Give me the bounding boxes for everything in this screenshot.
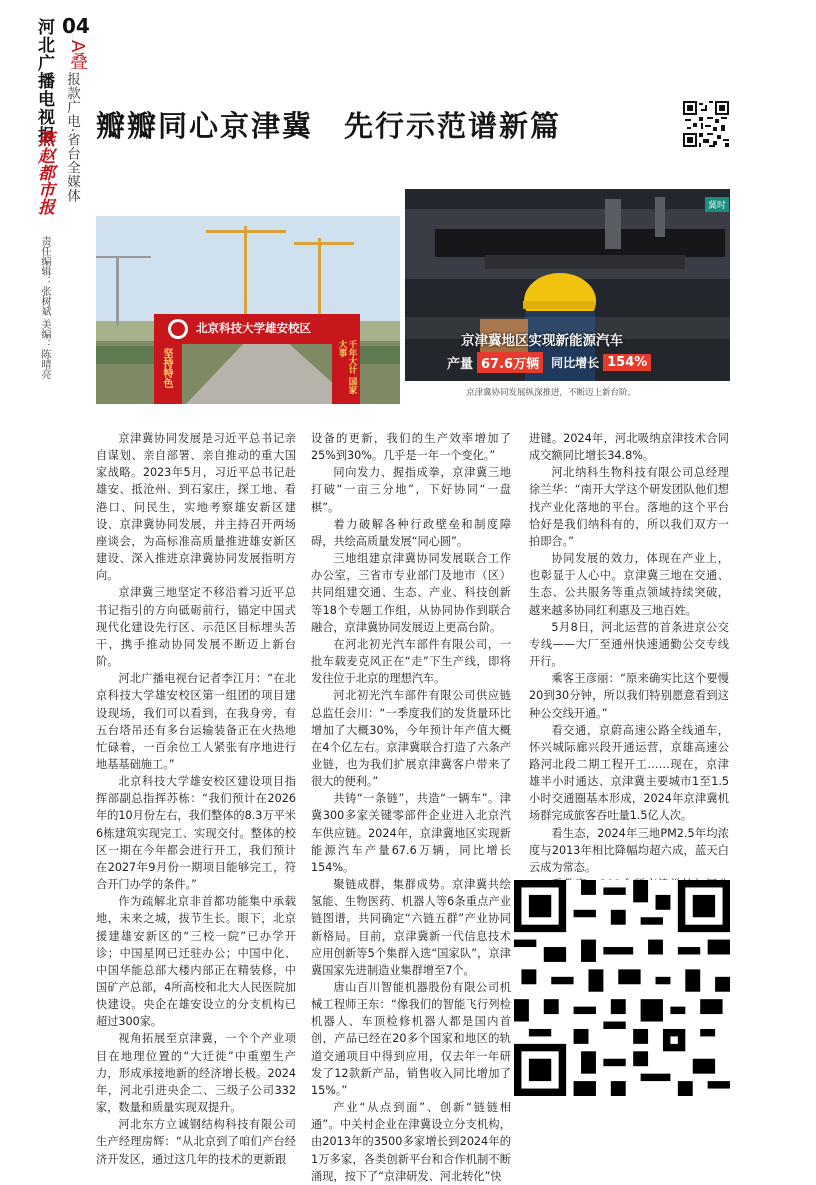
paragraph: 看交通，京蔚高速公路全线通车，怀兴城际廊兴段开通运营，京雄高速公路河北段二期工程开工……现在，京津雄半小时通达、京津冀主要城市1至1.5小时交通圈基本形成，2024年京津冀机场群完成旅客吞吐量1.5亿人次。 [529, 723, 729, 823]
page-number: 04 [62, 14, 90, 38]
section-subtitle: 报款广电·省台全媒体 [64, 72, 80, 203]
article-column-1 [96, 430, 296, 1168]
headline: 瓣瓣同心京津冀 先行示范谱新篇 [96, 109, 562, 143]
stat-value: 67.6万辆 [477, 352, 543, 373]
paragraph: 京津冀协同发展是习近平总书记亲自谋划、亲自部署、亲自推动的重大国家战略。2023年5月，习近平总书记赴雄安、抵沧州、到石家庄，探工地、看港口、问民生，实地考察雄安新区建设、京津冀协同发展，并主持召开两场座谈会，为高标准高质量推进雄安新区建设、深入推进京津冀协同发展指明方向。 [96, 432, 296, 583]
paper-logo: 燕赵都市报 [34, 130, 54, 215]
article-column-3 [529, 430, 729, 874]
gate-banner-left: 坚持特色 [161, 348, 172, 388]
stat-row [447, 351, 651, 373]
paragraph: 协同发展的效力，体现在产业上，也彰显于人心中。京津冀三地在交通、生态、公共服务等重点领域持续突破，越来越多协同红利惠及三地百姓。 [529, 552, 729, 617]
stat-label: 产量 [447, 356, 474, 372]
paragraph: 唐山百川智能机器股份有限公司机械工程师王东：“像我们的智能飞行列检机器人、车顶检修机器人都是国内首创，产品已经在20多个国家和地区的轨道交通项目中得到应用，仅去年一年研发了12款新产品，销售收入同比增加了15%。” [311, 981, 511, 1097]
paragraph: 河北广播电视台记者李江月：“在北京科技大学雄安校区第一组团的项目建设现场，我们可以看到，在我身旁，有五台塔吊还有多台运输装备正在火热地忙碌着，一百余位工人紧张有序地进行地基基础施工。” [96, 672, 296, 771]
photo-caption: 京津冀协同发展纵深推进，不断迈上新台阶。 [466, 388, 637, 398]
paragraph: 产业“从点到面”、创新“链链相通”。中关村企业在津冀设立分支机构，由2013年的3500多家增长到2024年的1万多家，各类创新平台和合作机制不断涌现，按下了“京津研发、河北转化”快 [311, 1101, 511, 1183]
factory-photo [405, 189, 730, 381]
paragraph: 设备的更新，我们的生产效率增加了25%到30%。几乎是一年一个变化。” [311, 432, 511, 463]
side-rail [0, 0, 62, 1116]
paragraph: 河北东方立诚钢结构科技有限公司生产经理房辉：“从北京到了咱们产台经济开发区，通过这几年的技术的更新跟 [96, 1118, 296, 1166]
paragraph: 聚链成群，集群成势。京津冀共绘氢能、生物医药、机器人等6条重点产业链图谱，共同确定“六链五群”产业协同新格局。目前，京津冀新一代信息技术应用创新等5个集群入选“国家队”，京津冀国家先进制造业集群增至7个。 [311, 878, 511, 977]
article-column-2 [311, 430, 511, 1185]
qr-code-small [683, 101, 729, 147]
paragraph: 共铸“一条链”，共造“一辆车”。津冀300多家关键零部件企业进入北京汽车供应链。2024年，京津冀地区实现新能源汽车产量67.6万辆，同比增长154%。 [311, 792, 511, 874]
tv-logo: 冀时 [705, 197, 729, 212]
paragraph: 在河北初光汽车部件有限公司，一批车载麦克风正在“走”下生产线，即将发往位于北京的理想汽车。 [311, 637, 511, 686]
paragraph: 着力破解各种行政壁垒和制度障碍，共绘高质量发展“同心圆”。 [311, 517, 511, 548]
paragraph: 看生态，2024年三地PM2.5年均浓度与2013年相比降幅均超六成，蓝天白云成为常态。 [529, 826, 729, 874]
subtitle-top: 京津冀地区实现新能源汽车 [461, 333, 623, 349]
growth-label: 同比增长 [551, 355, 600, 370]
paper-name: 河北广播电视报 [34, 18, 54, 144]
growth-value: 154% [603, 354, 651, 371]
gate-sign: 北京科技大学雄安校区 [196, 321, 311, 335]
paragraph: 北京科技大学雄安校区建设项目指挥部副总指挥苏栋：“我们预计在2026年的10月份左右，我们整体的8.3万平米6栋建筑实现完工、实现交付。整体的校区一期在今年都会进行开工，我们预计在2027年9月份一期项目能够完工，符合开门办学的条件。” [96, 775, 296, 892]
paragraph: 作为疏解北京非首都功能集中承载地，未来之城，拔节生长。眼下，北京援建雄安新区的“三校一院”已办学开诊；中国星网已迁驻办公；中国中化、中国华能总部大楼内部正在精装修，中国矿产总部，4所高校和北大人民医院加快建设。央企在雄安设立的分支机构已超过300家。 [96, 895, 296, 1029]
paragraph: 乘客王彦丽：“原来确实比这个要慢20到30分钟，所以我们特别愿意看到这种公交线开通。” [529, 672, 729, 720]
editor-credit: 责任编辑：张树斌 美编：陈晴亮 [39, 236, 50, 380]
paragraph: 河北初光汽车部件有限公司供应链总监任会川：“一季度我们的发货量环比增加了大概30%，今年预计年产值大概在4个亿左右。京津冀联合打造了六条产业链，也为我们扩展京津冀客户带来了很大的便利。” [311, 689, 511, 789]
paragraph: 同向发力、握指成拳，京津冀三地打破“一亩三分地”，下好协同“一盘棋”。 [311, 466, 511, 514]
gate-banner-right: 千年大计 国家大事 [337, 340, 357, 394]
paragraph: 京津冀三地坚定不移沿着习近平总书记指引的方向砥砺前行，锚定中国式现代化建设先行区、示范区目标埋头苦干，携手推动协同发展不断迈上新台阶。 [96, 586, 296, 669]
paragraph: 河北纳科生物科技有限公司总经理徐兰华：“南开大学这个研发团队他们想找产业化落地的平台。落地的这个平台恰好是我们纳科有的，所以我们双方一拍即合。” [529, 466, 729, 548]
paragraph: 三地组建京津冀协同发展联合工作办公室，三省市专业部门及地市（区）共同组建交通、生态、产业、科技创新等18个专题工作组，从协同协作到联合融合，京津冀协同发展迈上更高台阶。 [311, 552, 511, 634]
paragraph: 5月8日，河北运营的首条进京公交专线——大厂至通州快速通勤公交专线开行。 [529, 620, 729, 669]
qr-code-large [514, 880, 730, 1096]
edition-label: A叠 [67, 40, 88, 71]
paragraph: 视角拓展至京津冀，一个个产业项目在地理位置的“大迁徙”中重塑生产力，形成承接地新的经济增长极。2024年，河北引进央企二、三级子公司332家，数量和质量实现双提升。 [96, 1032, 296, 1115]
campus-photo [96, 216, 400, 404]
paragraph: 进键。2024年，河北吸纳京津技术合同成交额同比增长34.8%。 [529, 432, 729, 463]
